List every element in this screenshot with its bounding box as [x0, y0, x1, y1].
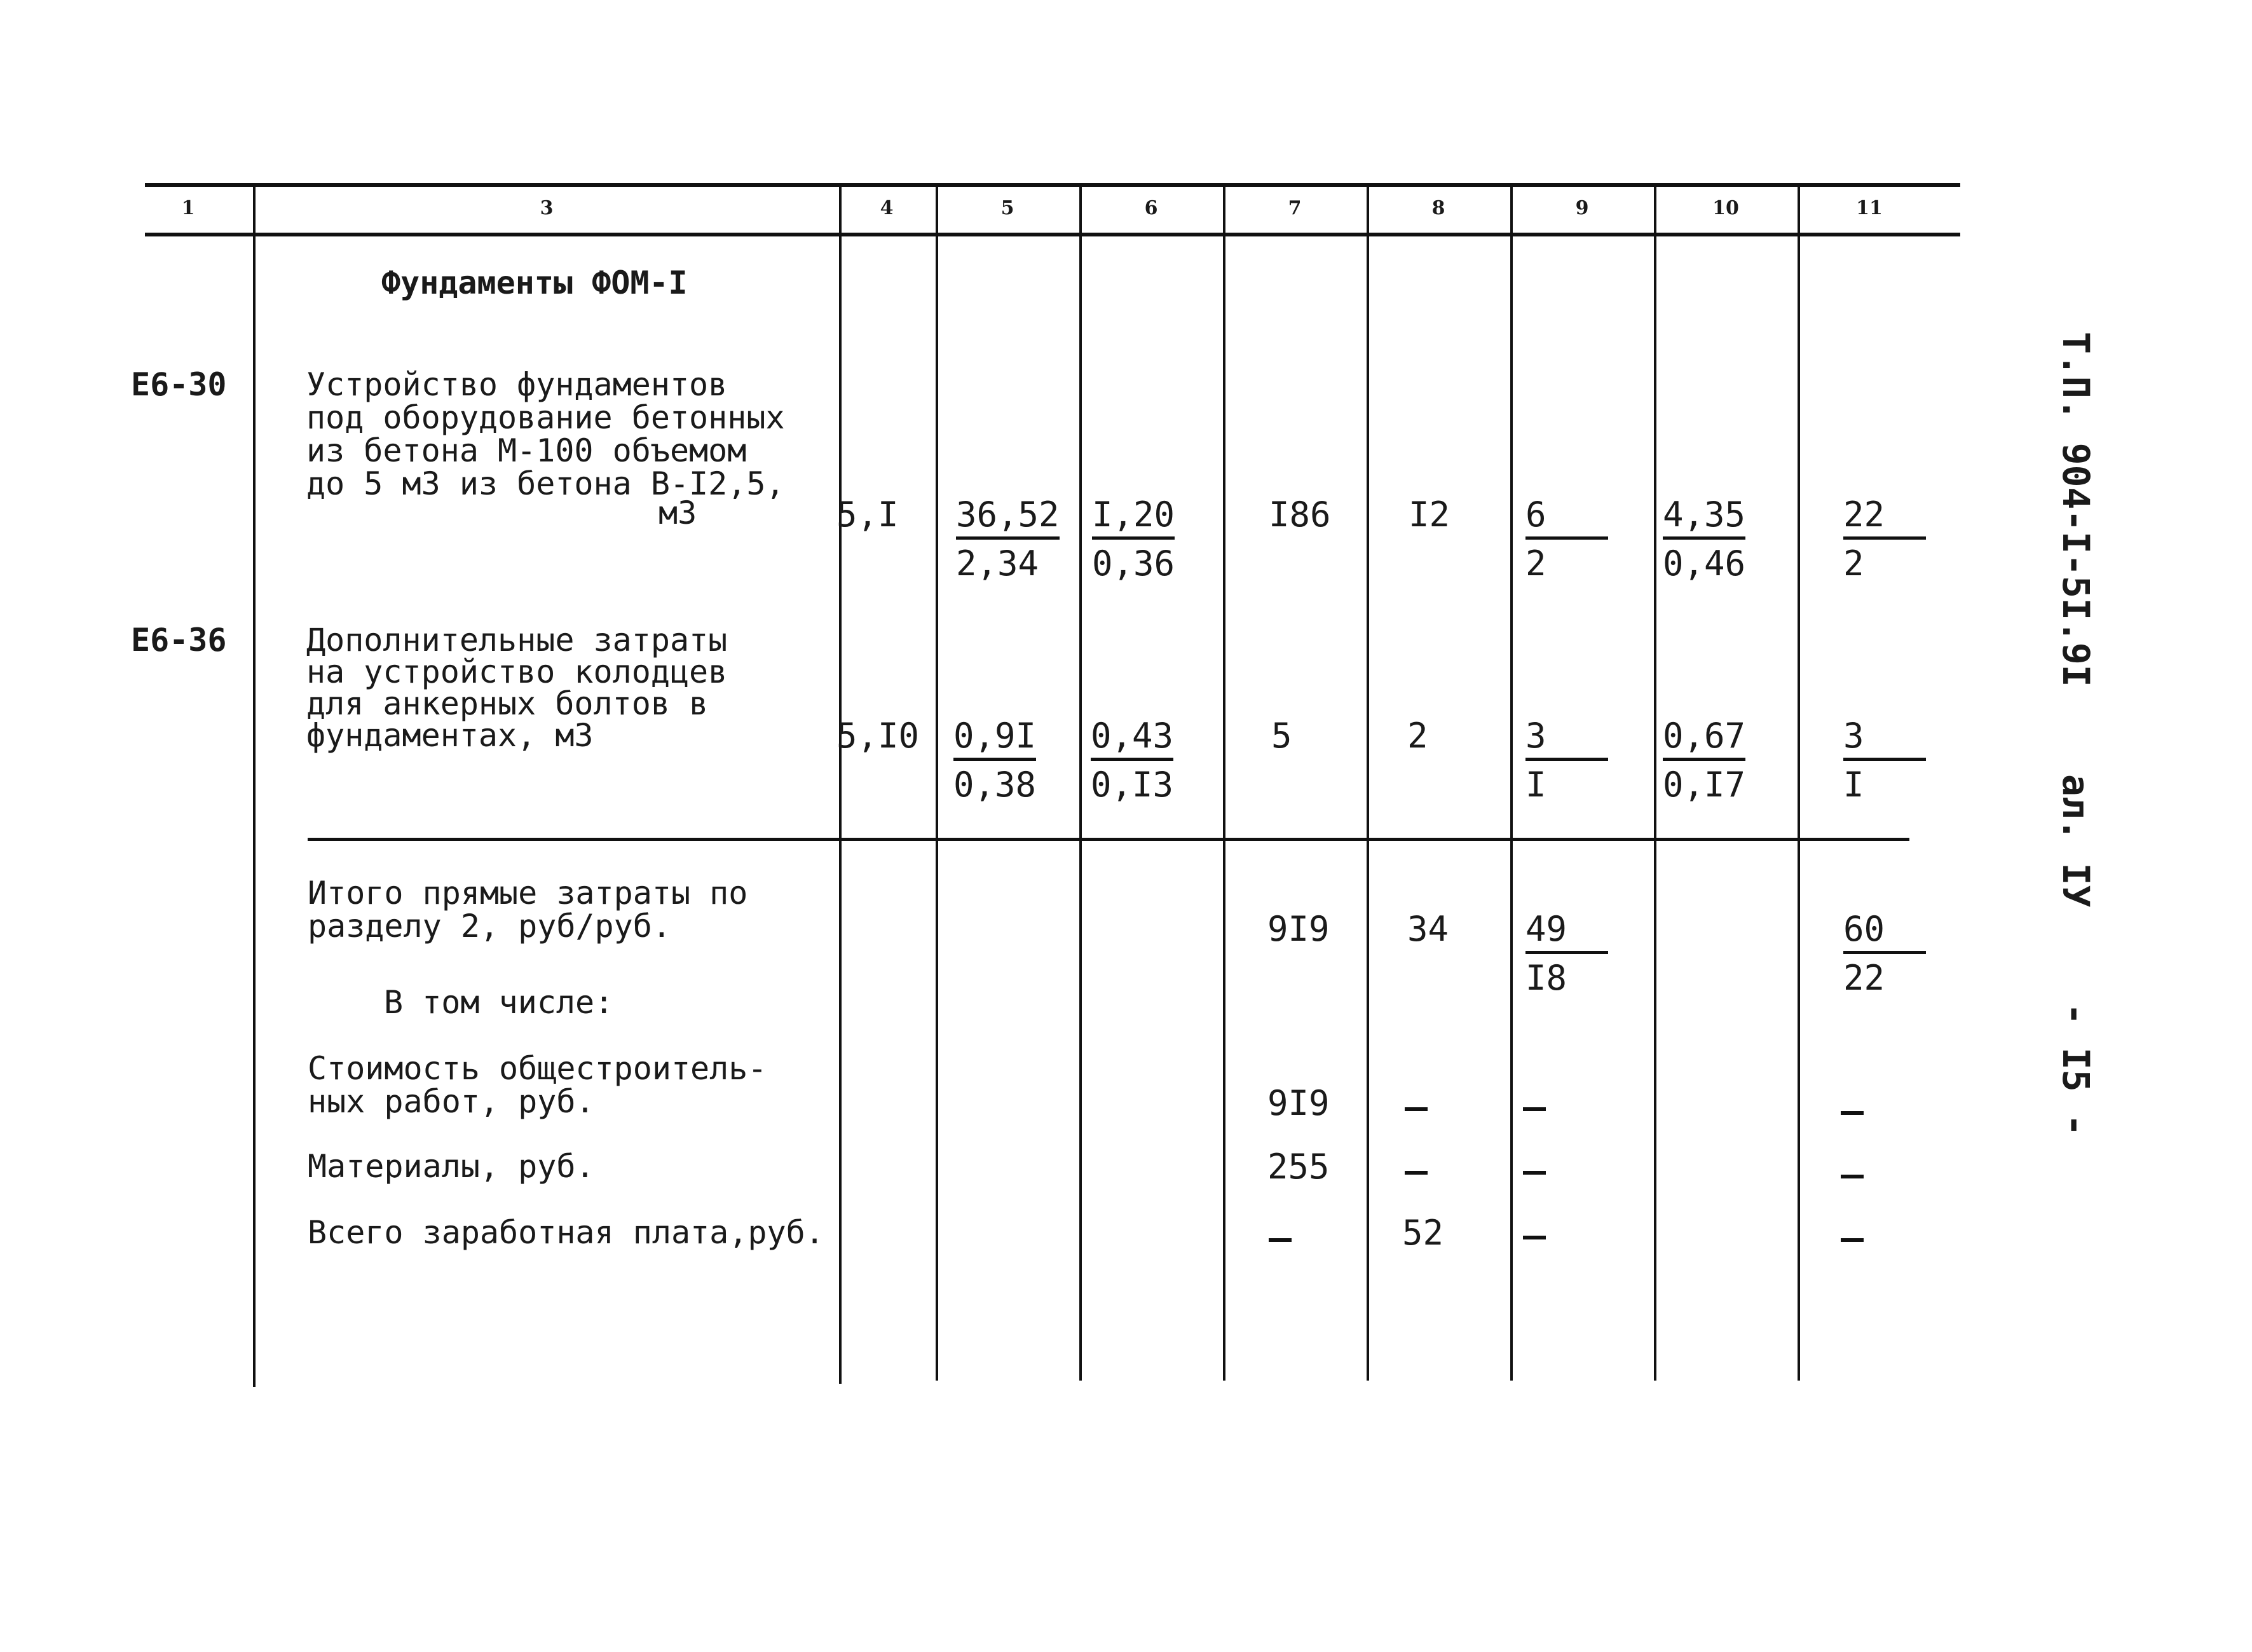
- col-line-9: [1654, 186, 1656, 1381]
- side-page-number: - I5 -: [2054, 1003, 2098, 1137]
- breakdown-3-col8: 52: [1402, 1213, 1444, 1253]
- col-line-10: [1798, 186, 1800, 1381]
- row-1-col8: I2: [1409, 495, 1450, 535]
- col-header-5: 5: [1000, 197, 1014, 219]
- totals-col8: 34: [1407, 909, 1449, 949]
- row-1-col10: [1663, 497, 1745, 582]
- col-line-8: [1510, 186, 1513, 1381]
- col-line-6: [1223, 186, 1225, 1381]
- breakdown-2-col11-dash: [1841, 1175, 1864, 1178]
- row-2-col11: [1843, 718, 1926, 803]
- row-1-desc-line-4: до 5 м3 из бетона В-I2,5,: [306, 465, 785, 502]
- breakdown-1-label-line-1: Стоимость общестроитель-: [308, 1050, 767, 1087]
- col-header-3: 3: [540, 197, 554, 219]
- breakdown-3-col11-dash: [1841, 1238, 1864, 1242]
- col-line-4: [936, 186, 938, 1381]
- table-header-rule: [145, 233, 1960, 236]
- breakdown-1-col9-dash: [1523, 1107, 1546, 1111]
- breakdown-2-col7: 255: [1267, 1147, 1330, 1187]
- row-1-col10-bottom: 0,46: [1663, 543, 1746, 584]
- breakdown-1-col11-dash: [1841, 1111, 1864, 1115]
- breakdown-2-col9-dash: [1523, 1171, 1546, 1175]
- row-1-col5-top: 36,52: [956, 497, 1060, 540]
- side-doc-code: Т.П. 904-I-5I.9I: [2054, 332, 2098, 687]
- breakdown-3-col9-dash: [1523, 1236, 1546, 1239]
- row-1-desc-line-3: из бетона М-100 объемом: [306, 432, 747, 469]
- row-2-col6-bottom: 0,I3: [1091, 765, 1174, 805]
- table-top-rule: [145, 183, 1960, 187]
- side-album: ал. IУ: [2054, 774, 2098, 908]
- breakdown-1-col7: 9I9: [1267, 1083, 1330, 1123]
- row-2-col10: [1663, 718, 1745, 803]
- row-1-col6-bottom: 0,36: [1092, 543, 1175, 584]
- row-2-col11-top: 3: [1843, 718, 1926, 761]
- row-1-col11-top: 22: [1843, 497, 1926, 540]
- row-1-col7: I86: [1269, 495, 1331, 535]
- totals-col9-top: 49: [1525, 911, 1608, 954]
- totals-col9-bottom: I8: [1525, 958, 1567, 998]
- including-label: В том числе:: [384, 984, 614, 1021]
- total-separator-rule: [308, 838, 1909, 841]
- row-2-col9-top: 3: [1525, 718, 1608, 761]
- col-line-3: [839, 186, 842, 1384]
- breakdown-3-col7-dash: [1269, 1238, 1292, 1242]
- row-1-desc-line-1: Устройство фундаментов: [306, 366, 728, 403]
- breakdown-3-label: Всего заработная плата,руб.: [308, 1214, 824, 1251]
- totals-label-line-1: Итого прямые затраты по: [308, 875, 748, 911]
- row-2-desc-line-1: Дополнительные затраты: [306, 622, 728, 659]
- row-2-desc-line-4: фундаментах, м3: [306, 717, 594, 754]
- row-1-col9-bottom: 2: [1525, 543, 1546, 584]
- row-2-desc-line-3: для анкерных болтов в: [306, 685, 709, 722]
- row-2-col4: 5,I0: [836, 716, 920, 756]
- row-1-desc-line-2: под оборудование бетонных: [306, 399, 785, 436]
- totals-col7: 9I9: [1267, 909, 1330, 949]
- row-2-col8: 2: [1407, 716, 1428, 756]
- row-1-col11-bottom: 2: [1843, 543, 1864, 584]
- row-2-col9-bottom: I: [1525, 765, 1546, 805]
- row-2-col6: [1091, 718, 1173, 803]
- col-header-10: 10: [1712, 197, 1739, 219]
- totals-label-line-2: разделу 2, руб/руб.: [308, 908, 671, 945]
- col-header-11: 11: [1856, 197, 1883, 219]
- row-2-col5: [953, 718, 1036, 803]
- row-1-col5-bottom: 2,34: [956, 543, 1039, 584]
- row-2-col9: [1525, 718, 1608, 803]
- row-1-col9-top: 6: [1525, 497, 1608, 540]
- totals-col11: [1843, 911, 1926, 996]
- row-1-desc-line-5: м3: [659, 495, 697, 531]
- breakdown-1-label-line-2: ных работ, руб.: [308, 1083, 595, 1120]
- row-1-col6: [1092, 497, 1175, 582]
- row-2-col11-bottom: I: [1843, 765, 1864, 805]
- col-header-8: 8: [1431, 197, 1445, 219]
- col-line-1: [253, 186, 256, 1387]
- row-1-col11: [1843, 497, 1926, 582]
- row-1-col10-top: 4,35: [1663, 497, 1745, 540]
- section-title: Фундаменты ФОМ-I: [381, 264, 688, 301]
- col-header-6: 6: [1144, 197, 1158, 219]
- col-header-9: 9: [1575, 197, 1589, 219]
- row-2-col10-bottom: 0,I7: [1663, 765, 1746, 805]
- row-2-code: Е6-36: [131, 622, 227, 659]
- row-1-col5: [956, 497, 1060, 582]
- row-1-col9: [1525, 497, 1608, 582]
- row-2-col5-bottom: 0,38: [953, 765, 1037, 805]
- col-header-7: 7: [1288, 197, 1302, 219]
- row-2-col10-top: 0,67: [1663, 718, 1745, 761]
- row-1-col6-top: I,20: [1092, 497, 1175, 540]
- breakdown-2-col8-dash: [1405, 1171, 1428, 1175]
- col-line-7: [1367, 186, 1369, 1381]
- totals-col11-bottom: 22: [1843, 958, 1885, 998]
- col-line-5: [1079, 186, 1082, 1381]
- row-2-col5-top: 0,9I: [953, 718, 1036, 761]
- breakdown-1-col8-dash: [1405, 1107, 1428, 1111]
- row-2-col7: 5: [1271, 716, 1292, 756]
- breakdown-2-label: Материалы, руб.: [308, 1148, 595, 1185]
- row-2-desc-line-2: на устройство колодцев: [306, 653, 728, 690]
- totals-col11-top: 60: [1843, 911, 1926, 954]
- row-1-code: Е6-30: [131, 366, 227, 403]
- row-2-col6-top: 0,43: [1091, 718, 1173, 761]
- totals-col9: [1525, 911, 1608, 996]
- col-header-4: 4: [880, 197, 894, 219]
- row-1-col4: 5,I: [836, 495, 899, 535]
- col-header-1: 1: [181, 197, 195, 219]
